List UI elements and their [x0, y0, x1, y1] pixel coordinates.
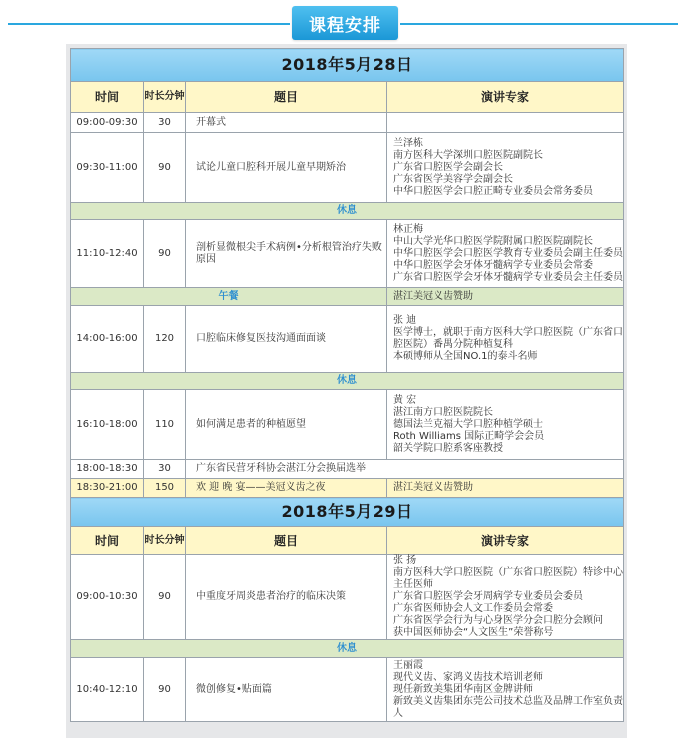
lunch-sponsor: 湛江美冠义齿赞助: [387, 288, 624, 306]
row-duration: 90: [144, 220, 186, 288]
row-speaker: [387, 133, 624, 203]
row-time: 10:40-12:10: [71, 658, 144, 722]
row-time: 11:10-12:40: [71, 220, 144, 288]
speaker-title: 广东省医学美容学会副会长: [393, 173, 513, 185]
speaker-title: 中山大学光华口腔医学院附属口腔医院副院长: [393, 235, 593, 247]
row-topic: 试论儿童口腔科开展儿童早期矫治: [186, 133, 387, 203]
date-label: 2018年5月29日: [71, 498, 624, 527]
row-topic: 中重度牙周炎患者治疗的临床决策: [186, 555, 387, 640]
speaker-title: 医学博士，就职于南方医科大学口腔医院（广东省口腔医院）番禺分院种植复科: [393, 327, 623, 350]
row-duration: 90: [144, 658, 186, 722]
speaker-name: 张 迪: [393, 315, 417, 326]
row-time: 09:00-09:30: [71, 113, 144, 133]
row-time: 16:10-18:00: [71, 390, 144, 460]
row-topic: 欢 迎 晚 宴——美冠义齿之夜: [186, 479, 387, 498]
page-header: [0, 0, 686, 42]
speaker-title: 韶关学院口腔系客座教授: [393, 442, 503, 454]
speaker-title: 广东省医师协会人文工作委员会常委: [393, 603, 553, 614]
table-row: [71, 306, 624, 373]
row-speaker: [387, 390, 624, 460]
col-topic: 题目: [186, 527, 387, 555]
row-time: 18:00-18:30: [71, 460, 144, 479]
date-row-day1: [71, 49, 624, 82]
break-row: [71, 203, 624, 220]
row-topic: 广东省民营牙科协会湛江分会换届选举: [186, 460, 624, 479]
table-row: [71, 133, 624, 203]
header-line-left: [8, 23, 290, 25]
speaker-title: 获中国医师协会“人文医生”荣誉称号: [393, 627, 554, 638]
speaker-name: 张 扬: [393, 555, 417, 566]
speaker-title: 中华口腔医学会牙体牙髓病学专业委员会常委: [393, 259, 593, 271]
row-speaker: 湛江美冠义齿赞助: [387, 479, 624, 498]
speaker-name: 黄 宏: [393, 394, 417, 406]
table-row: [71, 555, 624, 640]
break-row: [71, 373, 624, 390]
row-duration: 120: [144, 306, 186, 373]
header-line-right: [400, 23, 678, 25]
row-duration: 110: [144, 390, 186, 460]
speaker-title: 湛江南方口腔医院院长: [393, 406, 493, 418]
row-topic: 开幕式: [186, 113, 387, 133]
speaker-title: 南方医科大学深圳口腔医院副院长: [393, 149, 543, 161]
table-row: [71, 113, 624, 133]
speaker-title: 广东省口腔医学会副会长: [393, 161, 503, 173]
break-label: 休息: [71, 203, 624, 220]
table-row-highlight: [71, 479, 624, 498]
col-topic: 题目: [186, 82, 387, 113]
table-row: [71, 390, 624, 460]
speaker-title: 中华口腔医学会口腔医学教育专业委员会副主任委员: [393, 247, 623, 259]
row-topic: 剖析显微根尖手术病例•分析根管治疗失败原因: [186, 220, 387, 288]
speaker-title: 广东省医学会行为与心身医学分会口腔分会顾问: [393, 615, 603, 626]
speaker-title: 广东省口腔医学会牙周病学专业委员会委员: [393, 591, 583, 602]
speaker-name: 兰泽栋: [393, 137, 423, 149]
table-row: [71, 658, 624, 722]
row-duration: 30: [144, 113, 186, 133]
speaker-name: 林正梅: [393, 223, 423, 235]
row-speaker: [387, 555, 624, 640]
row-time: 09:30-11:00: [71, 133, 144, 203]
row-speaker: [387, 306, 624, 373]
speaker-title: 南方医科大学口腔医院（广东省口腔医院）特诊中心主任医师: [393, 567, 623, 590]
column-header-row: [71, 527, 624, 555]
speaker-title: Roth Williams 国际正畸学会会员: [393, 430, 545, 442]
date-label: 2018年5月28日: [71, 49, 624, 82]
row-topic: 微创修复•贴面篇: [186, 658, 387, 722]
break-label: 休息: [71, 640, 624, 658]
col-duration: 时长分钟: [144, 82, 186, 113]
speaker-title: 德国法兰克福大学口腔种植学硕士: [393, 418, 543, 430]
row-duration: 30: [144, 460, 186, 479]
row-duration: 150: [144, 479, 186, 498]
row-topic: 口腔临床修复医技沟通面面谈: [186, 306, 387, 373]
row-time: 09:00-10:30: [71, 555, 144, 640]
schedule-panel: [66, 44, 627, 738]
col-duration: 时长分钟: [144, 527, 186, 555]
col-speaker: 演讲专家: [387, 527, 624, 555]
table-row: [71, 460, 624, 479]
col-speaker: 演讲专家: [387, 82, 624, 113]
speaker-title: 新致美义齿集团东莞公司技术总监及品牌工作室负责人: [393, 695, 623, 719]
break-label: 休息: [71, 373, 624, 390]
speaker-title: 本硕博师从全国NO.1的泰斗名师: [393, 351, 538, 362]
row-time: 18:30-21:00: [71, 479, 144, 498]
row-topic: 如何满足患者的种植愿望: [186, 390, 387, 460]
lunch-row: [71, 288, 624, 306]
schedule-table: [70, 48, 624, 722]
lunch-label: 午餐: [71, 288, 387, 306]
break-row: [71, 640, 624, 658]
speaker-name: 王丽霞: [393, 659, 423, 671]
speaker-title: 中华口腔医学会口腔正畸专业委员会常务委员: [393, 185, 593, 197]
table-row: [71, 220, 624, 288]
row-speaker: [387, 113, 624, 133]
row-duration: 90: [144, 133, 186, 203]
row-speaker: [387, 220, 624, 288]
col-time: 时间: [71, 82, 144, 113]
col-time: 时间: [71, 527, 144, 555]
row-duration: 90: [144, 555, 186, 640]
row-time: 14:00-16:00: [71, 306, 144, 373]
speaker-title: 现任新致美集团华南区金牌讲师: [393, 683, 533, 695]
column-header-row: [71, 82, 624, 113]
speaker-title: 现代义齿、家鸿义齿技术培训老师: [393, 671, 543, 683]
speaker-title: 广东省口腔医学会牙体牙髓病学专业委员会主任委员: [393, 271, 623, 283]
date-row-day2: [71, 498, 624, 527]
row-speaker: [387, 658, 624, 722]
section-title: 课程安排: [292, 6, 398, 40]
